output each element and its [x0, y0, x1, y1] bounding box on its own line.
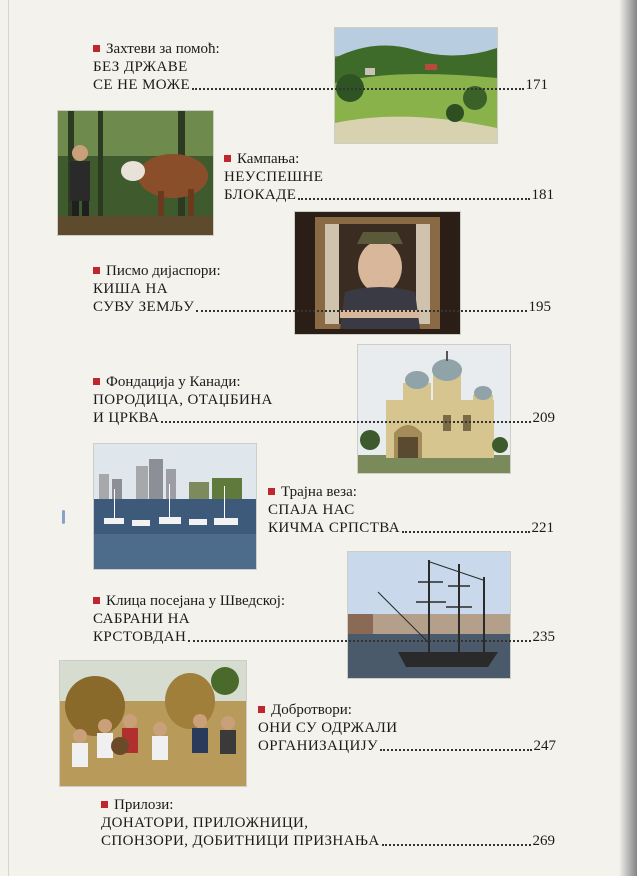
- photo-man-with-oxen: [58, 111, 213, 235]
- entry-title-line: САБРАНИ НА: [93, 611, 191, 627]
- page-number: 171: [525, 77, 548, 93]
- bullet-square-icon: [258, 706, 265, 713]
- section-heading: Прилози:: [101, 796, 555, 814]
- section-heading: Кампања:: [224, 150, 554, 168]
- toc-entry[interactable]: [224, 150, 554, 204]
- dot-leader: [161, 420, 530, 423]
- toc-entry[interactable]: [268, 483, 554, 537]
- page-number: 195: [528, 299, 551, 315]
- toc-entry[interactable]: [101, 796, 555, 850]
- page-number: 235: [532, 629, 555, 645]
- dot-leader: [196, 309, 526, 312]
- entry-title-line: ПОРОДИЦА, ОТАЏБИНА: [93, 392, 273, 408]
- toc-entry[interactable]: [93, 262, 551, 316]
- bullet-square-icon: [93, 597, 100, 604]
- entry-title-line: СУВУ ЗЕМЉУ 195: [93, 299, 551, 315]
- entry-title-line: КИЧМА СРПСТВА 221: [268, 520, 554, 536]
- entry-title-line: И ЦРКВА 209: [93, 410, 555, 426]
- section-heading: Трајна веза:: [268, 483, 554, 501]
- toc-entry[interactable]: [258, 701, 556, 755]
- entry-title-line: БЛОКАДЕ 181: [224, 187, 554, 203]
- page-edge-shadow: [619, 0, 637, 876]
- section-heading: Клица посејана у Шведској:: [93, 592, 555, 610]
- toc-entry[interactable]: [93, 373, 555, 427]
- entry-title-line: СЕ НЕ МОЖЕ 171: [93, 77, 548, 93]
- bullet-square-icon: [224, 155, 231, 162]
- photo-marina-skyline: [94, 444, 256, 569]
- dot-leader: [380, 748, 532, 751]
- dot-leader: [192, 87, 523, 90]
- bullet-square-icon: [93, 45, 100, 52]
- entry-title-line: КРСТОВДАН 235: [93, 629, 555, 645]
- entry-title-line: ОНИ СУ ОДРЖАЛИ: [258, 720, 398, 736]
- page-number: 181: [531, 187, 554, 203]
- section-heading: Захтеви за помоћ:: [93, 40, 548, 58]
- bullet-square-icon: [268, 488, 275, 495]
- section-heading: Писмо дијаспори:: [93, 262, 551, 280]
- page-number: 269: [532, 833, 555, 849]
- entry-title-line: НЕУСПЕШНЕ: [224, 169, 324, 185]
- page-number: 209: [532, 410, 555, 426]
- toc-entry[interactable]: [93, 592, 555, 646]
- page-number: 221: [531, 520, 554, 536]
- pen-mark: [62, 510, 65, 524]
- page-number: 247: [533, 738, 556, 754]
- dot-leader: [298, 197, 529, 200]
- section-heading: Фондација у Канади:: [93, 373, 555, 391]
- section-heading: Добротвори:: [258, 701, 556, 719]
- photo-group-haystacks: [60, 661, 246, 786]
- page-fold-line: [8, 0, 9, 876]
- dot-leader: [402, 530, 530, 533]
- entry-title-line: ДОНАТОРИ, ПРИЛОЖНИЦИ,: [101, 815, 309, 831]
- dot-leader: [382, 843, 531, 846]
- bullet-square-icon: [93, 267, 100, 274]
- entry-title-line: КИША НА: [93, 281, 169, 297]
- toc-entry[interactable]: [93, 40, 548, 94]
- bullet-square-icon: [101, 801, 108, 808]
- bullet-square-icon: [93, 378, 100, 385]
- dot-leader: [188, 639, 530, 642]
- entry-title-line: БЕЗ ДРЖАВЕ: [93, 59, 188, 75]
- entry-title-line: СПОНЗОРИ, ДОБИТНИЦИ ПРИЗНАЊА 269: [101, 833, 555, 849]
- entry-title-line: СПАЈА НАС: [268, 502, 355, 518]
- entry-title-line: ОРГАНИЗАЦИЈУ 247: [258, 738, 556, 754]
